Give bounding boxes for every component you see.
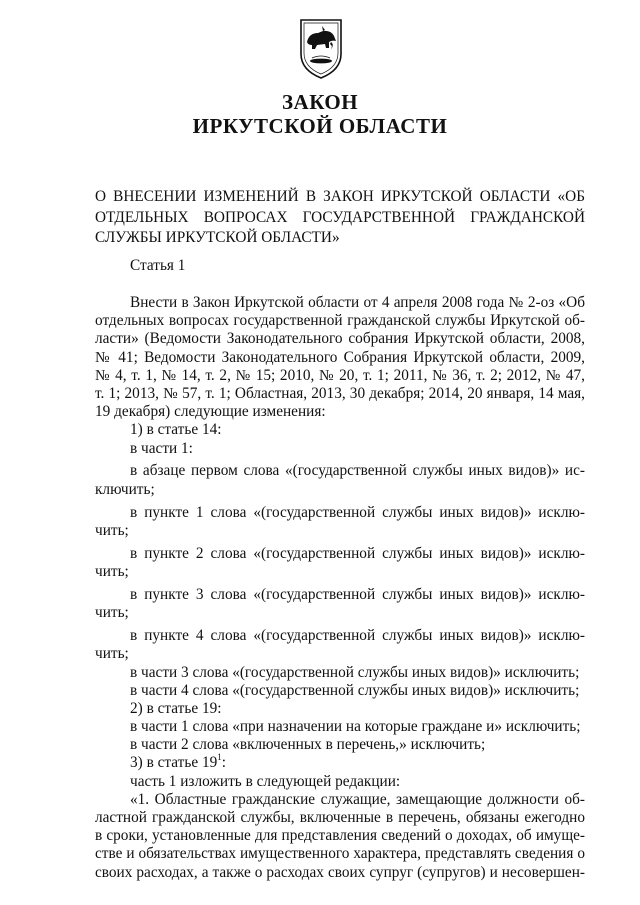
- text-line: чить;: [95, 604, 129, 622]
- text-fragment: :: [221, 754, 226, 772]
- text-line: 19 декабря) следующие изменения:: [95, 403, 326, 421]
- text-line: стве и обязательствах имущественного характера, представлять сведения о: [95, 845, 585, 863]
- text-line: т. 1; 2013, № 57, т. 1; Областная, 2013, 30 декабря; 2014, 20 января, 14 мая,: [95, 384, 585, 402]
- text-line: часть 1 изложить в следующей редакции:: [130, 772, 401, 790]
- law-heading: [95, 187, 585, 249]
- text-line: в абзаце первом слова «(государственной службы иных видов)» ис-: [130, 462, 585, 480]
- text-line: в части 4 слова «(государственной службы иных видов)» исключить;: [130, 681, 580, 699]
- text-line: № 4, т. 1, № 14, т. 2, № 15; 2010, № 20, т. 1; 2011, № 36, т. 2; 2012, № 47,: [95, 366, 585, 384]
- text-line: ключить;: [95, 480, 155, 498]
- text-line: в сроки, установленные для представления сведений о доходах, об имуще-: [95, 827, 585, 845]
- text-line: в части 1:: [130, 439, 193, 457]
- body-text: [95, 294, 585, 882]
- text-line: в пункте 2 слова «(государственной службы иных видов)» исклю-: [130, 544, 585, 562]
- text-line: в части 1 слова «при назначении на которые граждане и» исключить;: [130, 718, 581, 736]
- text-line: Внести в Закон Иркутской области от 4 апреля 2008 года № 2-оз «Об: [130, 294, 585, 311]
- document-title-line2: ИРКУТСКОЙ ОБЛАСТИ: [192, 114, 448, 138]
- text-line: в части 2 слова «включенных в перечень,» исключить;: [130, 736, 486, 754]
- text-line: в пункте 1 слова «(государственной службы иных видов)» исклю-: [130, 503, 585, 521]
- superscript-number: 1: [217, 752, 222, 763]
- text-line: в пункте 3 слова «(государственной службы иных видов)» исклю-: [130, 586, 585, 603]
- text-line: ласти» (Ведомости Законодательного собрания Иркутской области, 2008,: [95, 330, 585, 348]
- document-title-line1: ЗАКОН: [281, 90, 359, 114]
- text-line: чить;: [95, 645, 129, 663]
- text-line: № 41; Ведомости Законодательного Собрания Иркутской области, 2009,: [95, 348, 585, 366]
- text-line: 1) в статье 14:: [130, 421, 222, 439]
- text-line: чить;: [95, 521, 129, 539]
- text-line: в части 3 слова «(государственной службы иных видов)» исключить;: [130, 663, 580, 681]
- text-line: отдельных вопросах государственной гражданской службы Иркутской об-: [95, 312, 585, 330]
- article-label: Статья 1: [130, 257, 186, 274]
- text-line: 2) в статье 19:: [130, 699, 222, 717]
- text-line: ластной гражданской службы, включенные в перечень, обязаны ежегодно: [95, 809, 585, 827]
- text-line: чить;: [95, 563, 129, 581]
- coat-of-arms-emblem: [298, 18, 344, 80]
- text-line: «1. Областные гражданские служащие, замещающие должности об-: [130, 790, 585, 808]
- text-line: [95, 754, 585, 772]
- text-fragment: 3) в статье 19: [130, 754, 218, 772]
- text-line: в пункте 4 слова «(государственной службы иных видов)» исклю-: [130, 627, 585, 645]
- text-line: своих расходах, а также о расходах своих супруг (супругов) и несовершен-: [95, 863, 585, 881]
- heading-line: О ВНЕСЕНИИ ИЗМЕНЕНИЙ В ЗАКОН ИРКУТСКОЙ ОБЛАСТИ «ОБ: [95, 188, 585, 205]
- heading-line: СЛУЖБЫ ИРКУТСКОЙ ОБЛАСТИ»: [95, 229, 340, 246]
- heading-line: ОТДЕЛЬНЫХ ВОПРОСАХ ГОСУДАРСТВЕННОЙ ГРАЖДАНСКОЙ: [95, 208, 585, 226]
